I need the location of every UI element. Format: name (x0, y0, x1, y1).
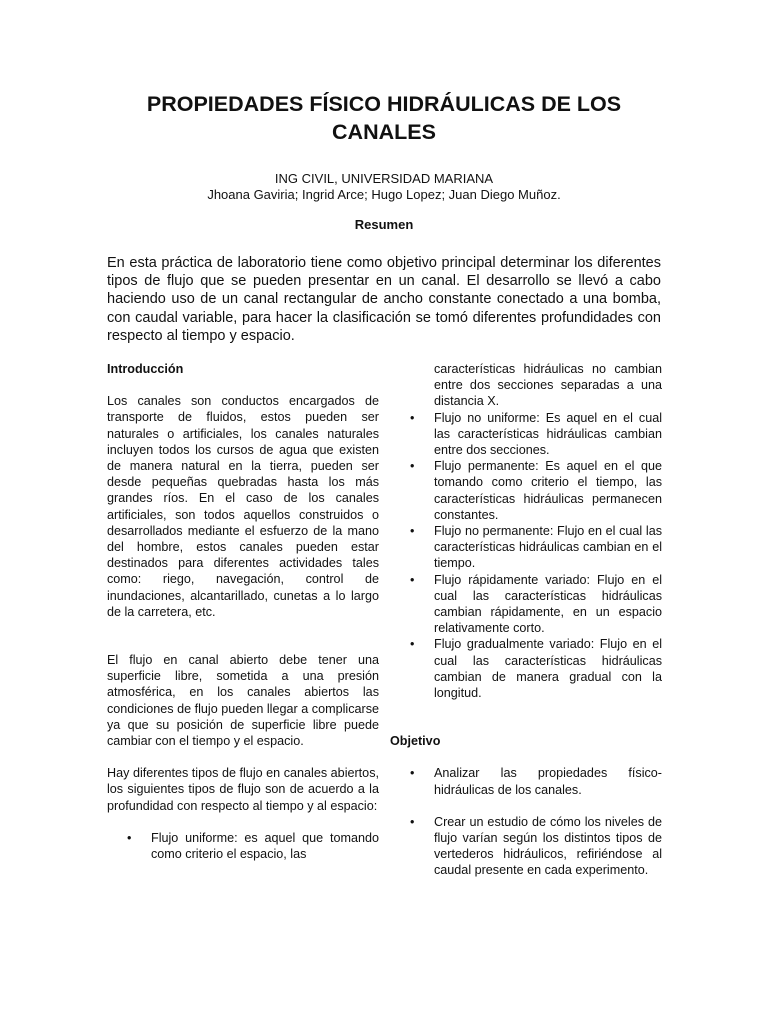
bullet-icon: • (127, 830, 132, 845)
bullet-icon: • (410, 814, 415, 829)
abstract-heading: Resumen (354, 217, 414, 232)
bullet-icon: • (410, 410, 415, 425)
flow-types-list-right (390, 410, 662, 702)
introduction-heading: Introducción (107, 362, 184, 376)
bullet-icon: • (410, 524, 415, 539)
list-item (390, 572, 662, 637)
bullet-icon: • (410, 459, 415, 474)
affiliation-block (100, 171, 668, 203)
left-column (107, 361, 379, 862)
intro-paragraph-3: Hay diferentes tipos de flujo en canales abiertos, los siguientes tipos de flujo son de acuerdo a la profundidad con respecto al tiempo y al espacio: (107, 766, 379, 813)
list-item (390, 765, 662, 797)
list-item (107, 830, 379, 862)
bullet-icon: • (410, 637, 415, 652)
flow-types-list-left (107, 830, 379, 862)
objective-text: Crear un estudio de cómo los niveles de flujo varían según los distintos tipos de vertederos hidráulicos, refiriéndose al caudal presente en cada experimento. (434, 814, 662, 878)
flow-type-text: Flujo no uniforme: Es aquel en el cual las características hidráulicas cambian entre dos secciones. (434, 410, 662, 458)
flow-type-text: Flujo no permanente: Flujo en el cual las características hidráulicas cambian en el tiempo. (434, 524, 662, 571)
flow-type-text: Flujo permanente: Es aquel en el que tomando como criterio el tiempo, las características hidráulicas permanecen constantes. (434, 459, 662, 522)
list-item (390, 814, 662, 879)
objective-list (390, 765, 662, 878)
paper-title: PROPIEDADES FÍSICO HIDRÁULICAS DE LOS CANALES (146, 92, 622, 144)
flow-type-uniform-continued: características hidráulicas no cambian entre dos secciones separadas a una distancia X. (434, 362, 662, 409)
list-item (390, 458, 662, 523)
objective-heading: Objetivo (390, 734, 441, 749)
intro-paragraph-2: El flujo en canal abierto debe tener una superficie libre, sometida a una presión atmosférica, en los canales abiertos las condiciones de flujo pueden llegar a complicarse ya que su posición de superficie libre puede cambiar con el tiempo y el espacio. (107, 653, 379, 749)
right-column (390, 361, 662, 879)
affiliation: ING CIVIL, UNIVERSIDAD MARIANA (274, 171, 494, 186)
list-item (390, 636, 662, 701)
list-item (390, 410, 662, 459)
bullet-icon: • (410, 572, 415, 587)
list-item (390, 523, 662, 572)
abstract-text: En esta práctica de laboratorio tiene como objetivo principal determinar los diferentes tipos de flujo que se pueden presentar en un canal. El desarrollo se llevó a cabo haciendo uso de un canal rectangular de ancho constante conectado a una bomba, con caudal variable, para hacer la clasificación se tomó diferentes profundidades con respecto al tiempo y espacio. (107, 255, 661, 344)
objective-text: Analizar las propiedades físico-hidráulicas de los canales. (434, 766, 662, 797)
flow-type-text: Flujo gradualmente variado: Flujo en el cual las características hidráulicas cambian de manera gradual con la longitud. (434, 637, 662, 701)
authors: Jhoana Gaviria; Ingrid Arce; Hugo Lopez; Juan Diego Muñoz. (207, 187, 561, 202)
flow-type-uniform: Flujo uniforme: es aquel que tomando como criterio el espacio, las (151, 830, 379, 862)
intro-paragraph-1: Los canales son conductos encargados de transporte de fluidos, estos pueden ser naturales o artificiales, los canales naturales incluyen todos los cursos de agua que existen de manera natural en la tierra, pueden ser desde pequeñas quebradas hasta los más grandes ríos. En el caso de los canales artificiales, son todos aquellos construidos o desarrollados mediante el esfuerzo de la mano del hombre, estos canales pueden estar destinados para diferentes actividades tales como: riego, navegación, control de inundaciones, alcantarillado, cunetas a lo largo de la carretera, etc. (107, 394, 379, 619)
bullet-icon: • (410, 766, 415, 781)
flow-type-text: Flujo rápidamente variado: Flujo en el cual las características hidráulicas cambian rápidamente, en un espacio relativamente corto. (434, 572, 662, 636)
